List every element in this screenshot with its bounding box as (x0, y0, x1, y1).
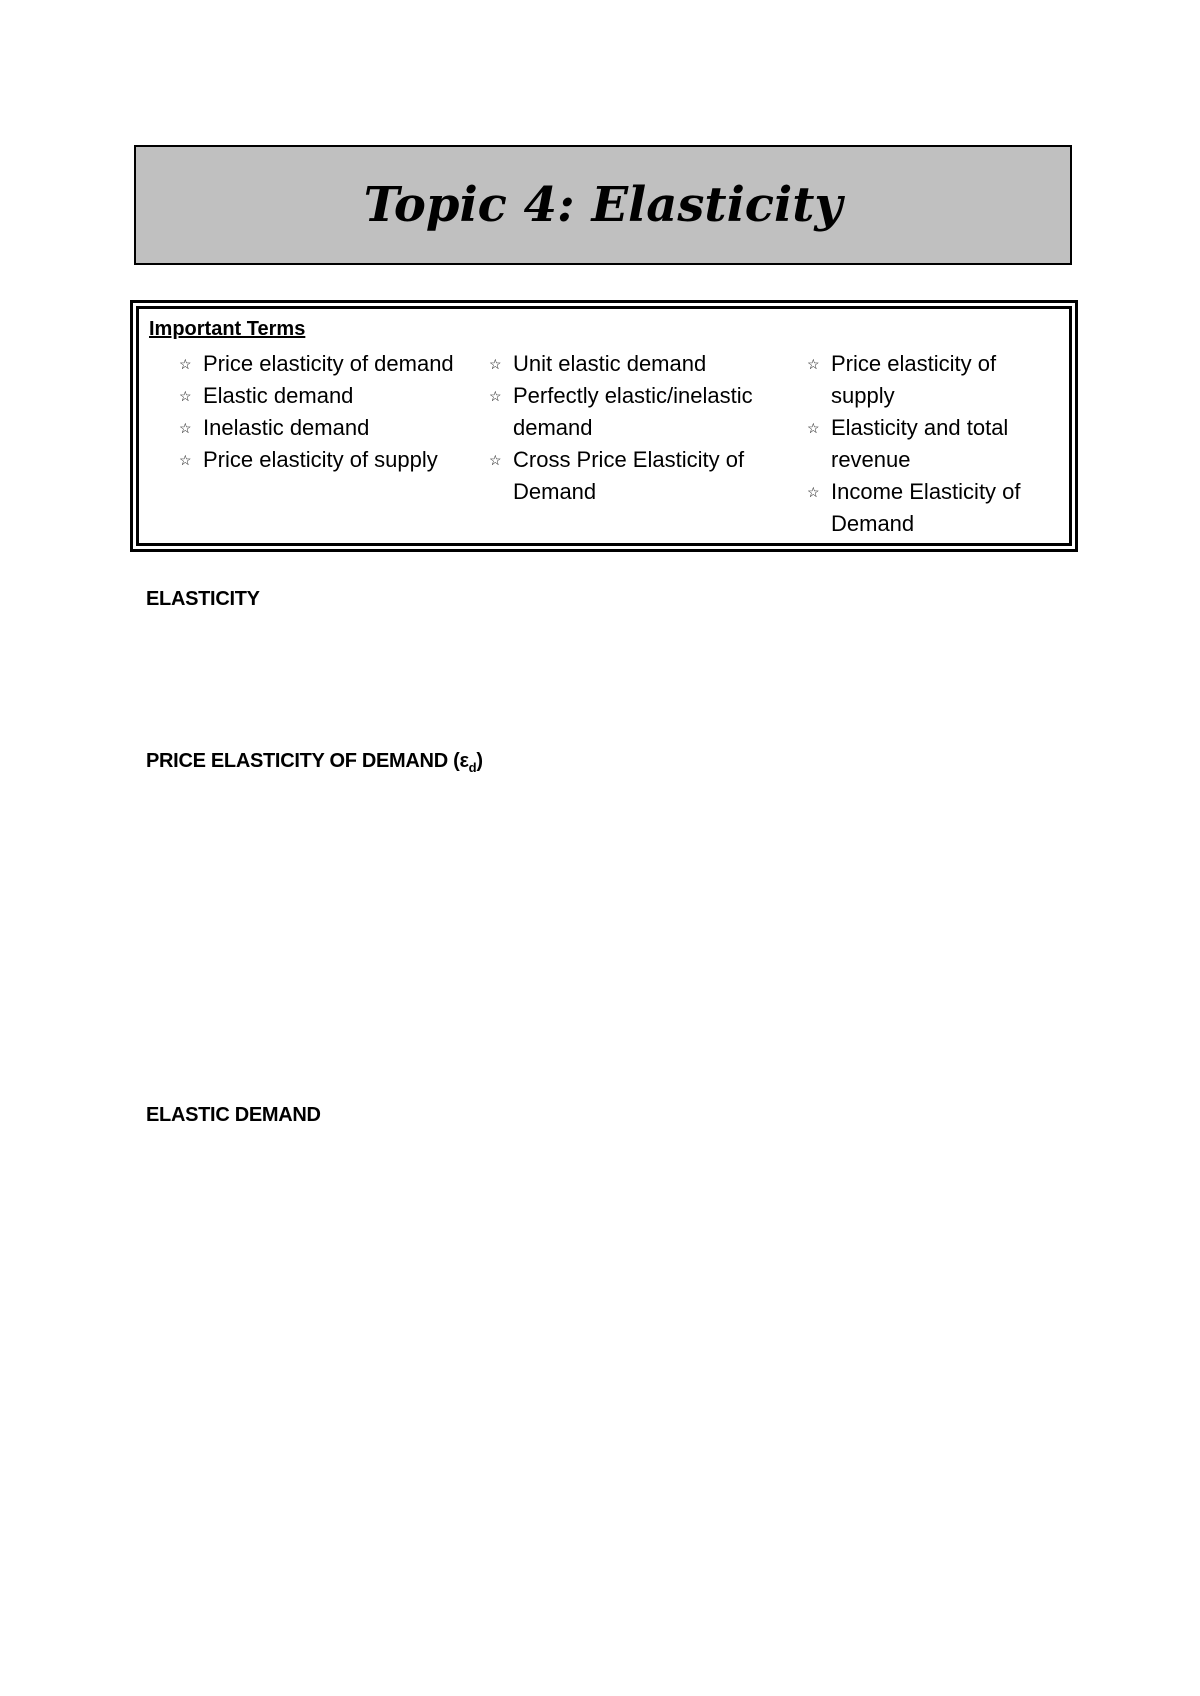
star-outline-icon: ☆ (489, 388, 502, 404)
star-outline-icon: ☆ (179, 388, 192, 404)
term-item (175, 348, 485, 380)
terms-column-2 (485, 348, 803, 540)
star-outline-icon: ☆ (807, 484, 820, 500)
star-outline-icon: ☆ (489, 452, 502, 468)
term-item (803, 348, 1063, 412)
star-outline-icon: ☆ (179, 420, 192, 436)
term-item (803, 476, 1063, 540)
term-label: Price elasticity of supply (831, 351, 997, 408)
star-outline-icon: ☆ (179, 356, 192, 372)
terms-column-3 (803, 348, 1063, 540)
terms-columns (149, 348, 1063, 540)
star-outline-icon: ☆ (807, 420, 820, 436)
page-title: Topic 4: Elasticity (363, 177, 843, 233)
term-item (175, 444, 485, 476)
term-label: Cross Price Elasticity of Demand (513, 447, 745, 504)
title-banner (134, 145, 1072, 265)
term-item (485, 348, 803, 380)
important-terms-heading: Important Terms (149, 318, 306, 340)
star-outline-icon: ☆ (489, 356, 502, 372)
important-terms-box (130, 300, 1078, 552)
closing-paren: ) (476, 750, 483, 772)
term-item (485, 444, 803, 508)
term-label: Elastic demand (203, 383, 354, 408)
section-heading-elasticity: ELASTICITY (146, 588, 260, 610)
term-label: Elasticity and total revenue (831, 415, 1009, 472)
term-item (803, 412, 1063, 476)
term-label: Inelastic demand (203, 415, 370, 440)
section-heading-elastic-demand: ELASTIC DEMAND (146, 1104, 321, 1126)
terms-column-1 (149, 348, 485, 540)
term-label: Price elasticity of demand (203, 351, 454, 376)
subscript-d: d (468, 760, 477, 775)
term-item (175, 380, 485, 412)
epsilon-symbol: ε (459, 750, 469, 772)
heading-text: PRICE ELASTICITY OF DEMAND ( (146, 750, 460, 772)
term-item (175, 412, 485, 444)
star-outline-icon: ☆ (807, 356, 820, 372)
term-item (485, 380, 803, 444)
term-label: Unit elastic demand (513, 351, 707, 376)
term-label: Price elasticity of supply (203, 447, 438, 472)
section-heading-price-elasticity-of-demand (146, 750, 483, 775)
star-outline-icon: ☆ (179, 452, 192, 468)
term-label: Perfectly elastic/inelastic demand (513, 383, 753, 440)
term-label: Income Elasticity of Demand (831, 479, 1021, 536)
